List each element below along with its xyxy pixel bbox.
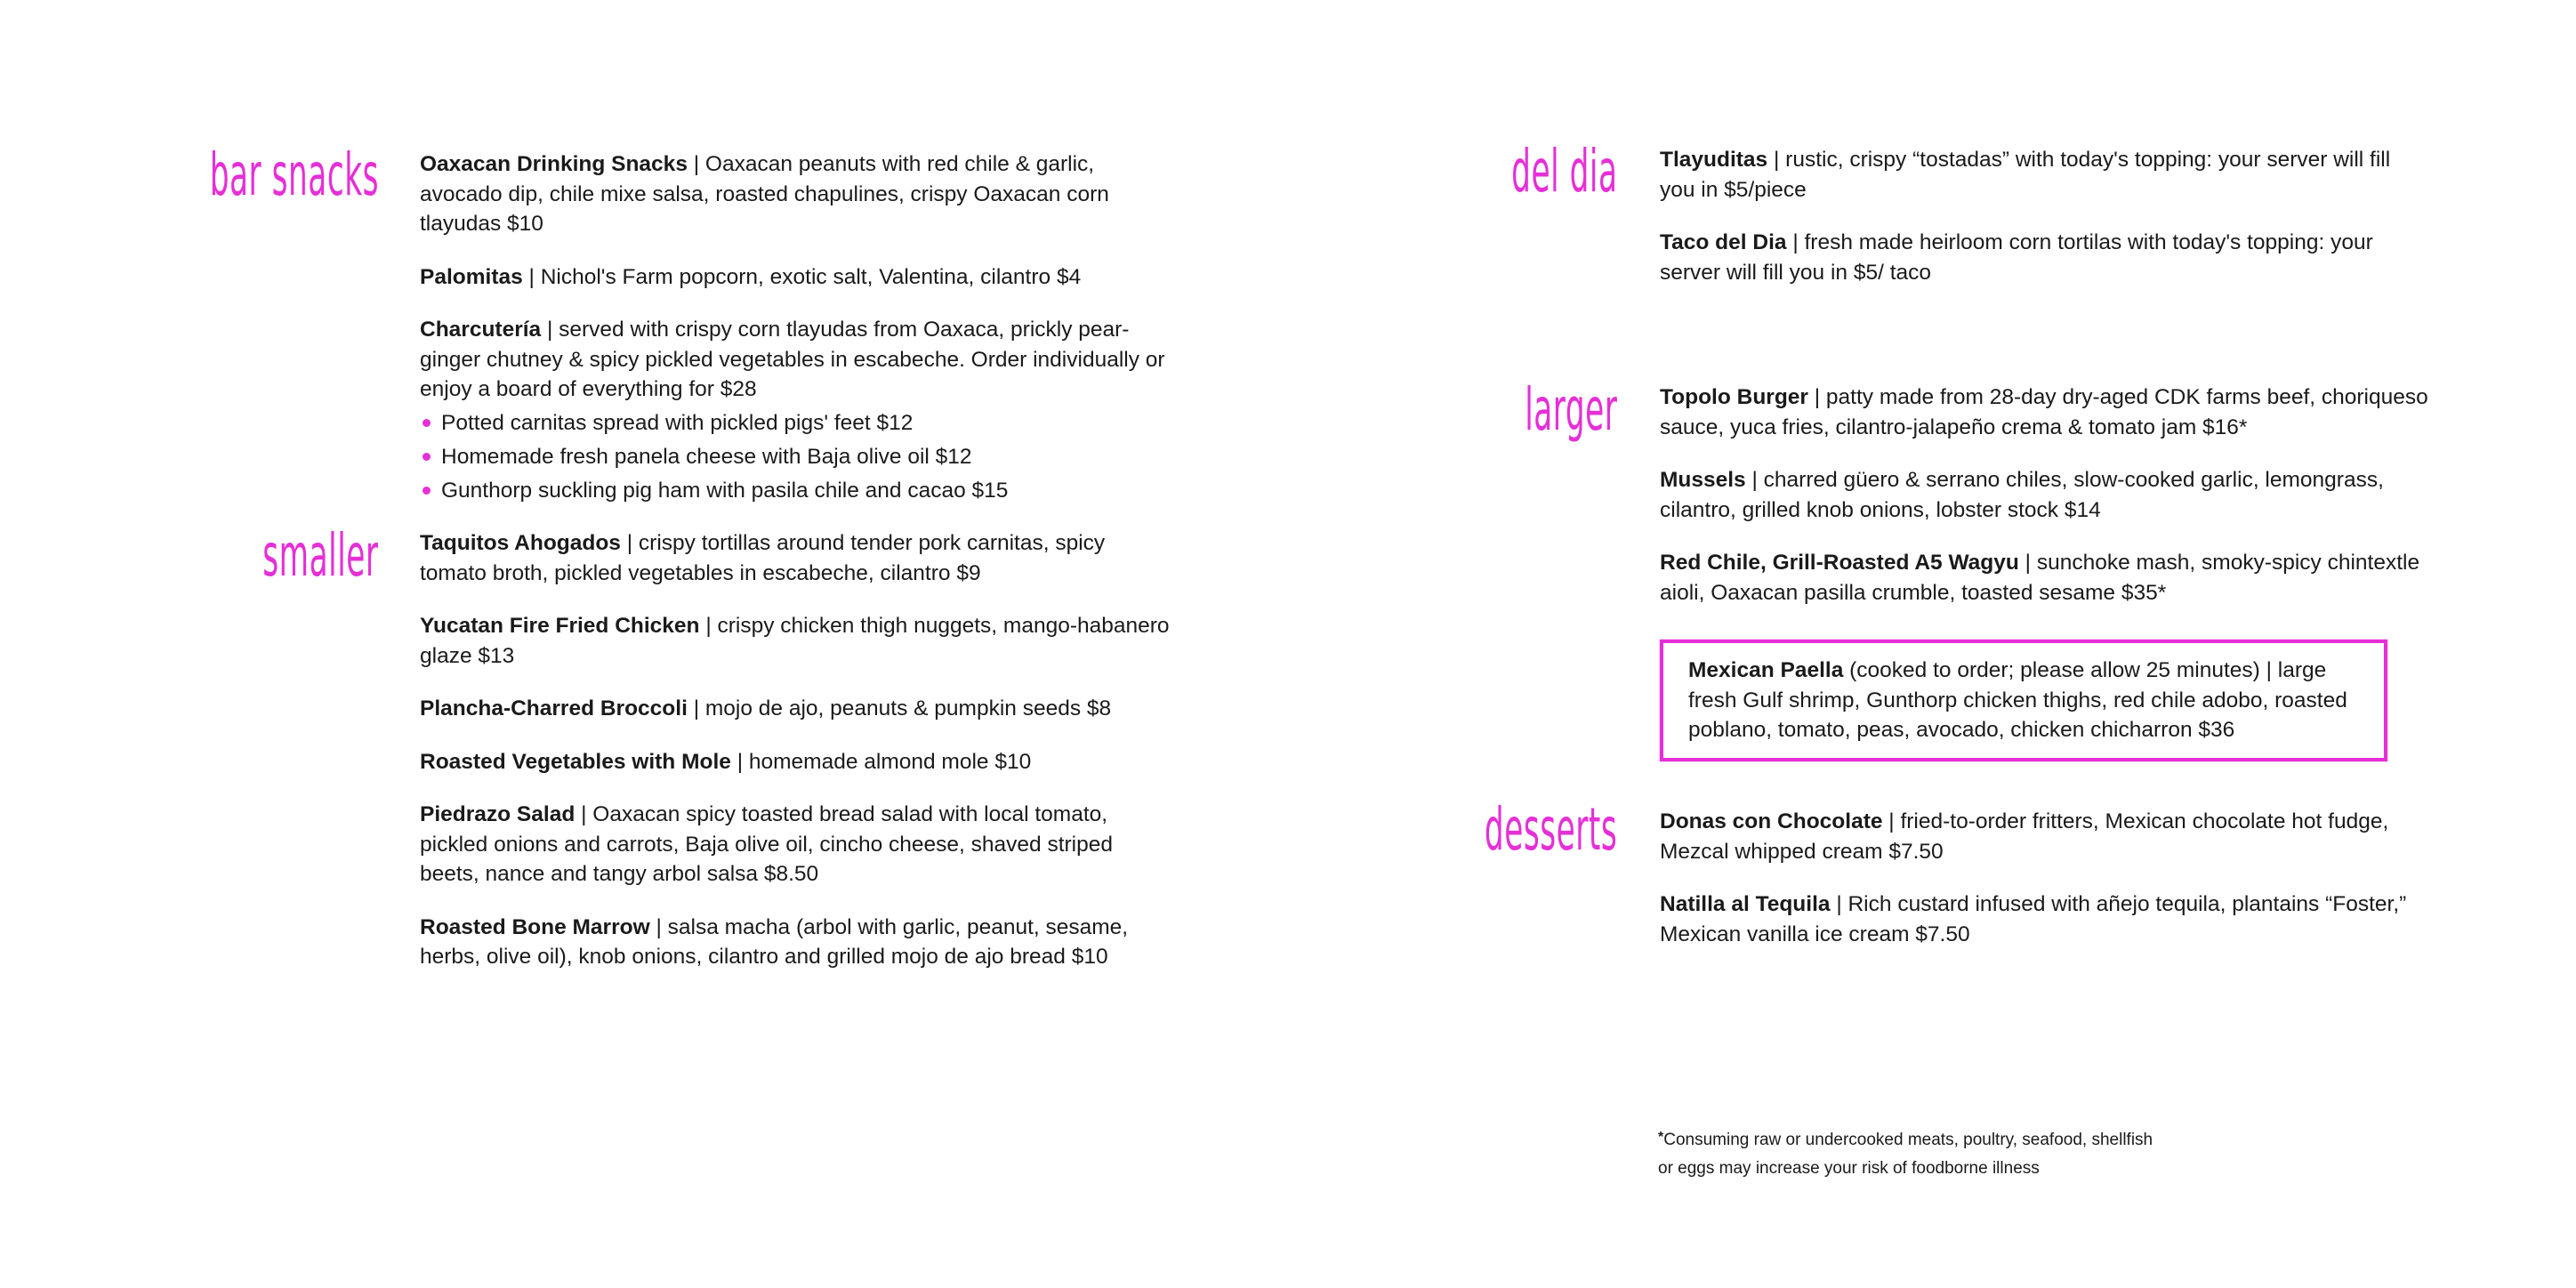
menu-item-name: Roasted Bone Marrow	[420, 914, 650, 939]
footnote-line: or eggs may increase your risk of foodborne illness	[1658, 1159, 2040, 1178]
menu-item-desc: | crispy chicken thigh nuggets, mango-habanero glaze $13	[420, 614, 1170, 668]
menu-item	[1660, 890, 2416, 949]
menu-item	[1660, 228, 2416, 287]
footnote-star: *	[1658, 1130, 1664, 1145]
menu-item	[420, 611, 1176, 671]
section-title-del-dia: del dia	[1510, 137, 1617, 205]
footnote	[1658, 1126, 2153, 1182]
section-title-desserts: desserts	[1484, 795, 1617, 864]
bullet-item	[420, 442, 1176, 472]
bullet-dot-icon	[423, 453, 431, 461]
section-title-bar-snacks: bar snacks	[209, 141, 379, 209]
menu-item-name: Red Chile, Grill-Roasted A5 Wagyu	[1660, 551, 2019, 575]
menu-item-desc: | fresh made heirloom corn tortilas with today's topping: your server will fill you in $5/ taco	[1660, 230, 2373, 285]
menu-item	[1660, 145, 2416, 205]
bullet-item	[420, 408, 1176, 439]
menu-item	[1660, 807, 2416, 866]
footnote-line: Consuming raw or undercooked meats, poultry, seafood, shellfish	[1663, 1131, 2153, 1149]
menu-item-name: Donas con Chocolate	[1660, 809, 1883, 833]
menu-item	[420, 149, 1176, 239]
menu-item-desc: | charred güero & serrano chiles, slow-cooked garlic, lemongrass, cilantro, grilled knob onions, lobster stock $14	[1660, 468, 2384, 522]
del-dia-list	[1660, 145, 2416, 310]
menu-item	[420, 694, 1176, 724]
menu-item-desc: | homemade almond mole $10	[730, 749, 1032, 774]
menu-item	[420, 747, 1176, 777]
menu-item-name: Mexican Paella	[1688, 658, 1844, 682]
menu-item	[1660, 548, 2434, 608]
desserts-list	[1660, 807, 2416, 972]
menu-item	[1660, 465, 2434, 525]
menu-item-desc: | Nichol's Farm popcorn, exotic salt, Valentina, cilantro $4	[522, 264, 1082, 289]
menu-item-name: Yucatan Fire Fried Chicken	[420, 614, 700, 638]
bar-snacks-list	[420, 149, 1176, 528]
bullet-text: Potted carnitas spread with pickled pigs' feet $12	[441, 410, 914, 435]
smaller-list	[420, 528, 1176, 995]
menu-item-desc: | mojo de ajo, peanuts & pumpkin seeds $8	[687, 696, 1112, 720]
menu-item-desc: | Oaxacan peanuts with red chile & garlic, avocado dip, chile mixe salsa, roasted chapulines, crispy Oaxacan corn tlayudas $10	[420, 152, 1109, 236]
bullet-item	[420, 476, 1176, 506]
menu-item-desc: | salsa macha (arbol with garlic, peanut, sesame, herbs, olive oil), knob onions, cilantro and grilled mojo de ajo bread $10	[420, 914, 1129, 969]
bullet-text: Homemade fresh panela cheese with Baja olive oil $12	[441, 444, 972, 469]
featured-menu-item	[1660, 640, 2387, 761]
menu-item-desc: | rustic, crispy “tostadas” with today's topping: your server will fill you in $5/piece	[1660, 148, 2391, 202]
section-title-larger: larger	[1524, 375, 1617, 444]
menu-item-desc: | Oaxacan spicy toasted bread salad with local tomato, pickled onions and carrots, Baja olive oil, cincho cheese, shaved striped beets, nance and tangy arbol salsa $8.50	[420, 802, 1113, 886]
menu-item	[420, 913, 1176, 972]
menu-item-name: Oaxacan Drinking Snacks	[420, 152, 688, 176]
section-title-smaller: smaller	[262, 521, 379, 590]
menu-item-desc: | Rich custard infused with añejo tequila, plantains “Foster,” Mexican vanilla ice cream $7.50	[1660, 892, 2407, 946]
menu-item	[420, 528, 1176, 588]
menu-item-name: Roasted Vegetables with Mole	[420, 749, 731, 774]
menu-item	[420, 262, 1176, 293]
bullet-text: Gunthorp suckling pig ham with pasila chile and cacao $15	[441, 478, 1009, 503]
bullet-dot-icon	[423, 419, 431, 427]
bullet-dot-icon	[423, 487, 431, 495]
menu-item-name: Tlayuditas	[1660, 148, 1768, 172]
menu-item-name: Mussels	[1660, 468, 1746, 492]
menu-item-name: Plancha-Charred Broccoli	[420, 696, 688, 720]
menu-item-desc: | fried-to-order fritters, Mexican chocolate hot fudge, Mezcal whipped cream $7.50	[1660, 809, 2389, 864]
menu-item	[420, 315, 1176, 405]
menu-item-name: Taquitos Ahogados	[420, 531, 621, 555]
menu-item-name: Palomitas	[420, 264, 523, 289]
menu-item-name: Topolo Burger	[1660, 385, 1808, 409]
menu-item-name: Piedrazo Salad	[420, 802, 576, 826]
menu-item	[420, 800, 1176, 890]
menu-item-name: Natilla al Tequila	[1660, 892, 1831, 916]
menu-item-name: Charcutería	[420, 318, 542, 342]
menu-item-desc: | served with crispy corn tlayudas from Oaxaca, prickly pear-ginger chutney & spicy pickled vegetables in escabeche. Order individually or enjoy a board of everything for $28	[420, 318, 1165, 401]
menu-item-desc: | patty made from 28-day dry-aged CDK farms beef, choriqueso sauce, yuca fries, cilantro-jalapeño crema & tomato jam $16*	[1660, 385, 2428, 439]
menu-item-desc: | crispy tortillas around tender pork carnitas, spicy tomato broth, pickled vegetables in escabeche, cilantro $9	[420, 531, 1106, 585]
menu-item	[1660, 382, 2434, 442]
larger-list	[1660, 382, 2434, 785]
charcuteria-options	[420, 408, 1176, 506]
menu-item-desc: (cooked to order; please allow 25 minutes) | large fresh Gulf shrimp, Gunthorp chicken thighs, red chile adobo, roasted poblano, tomato, peas, avocado, chicken chicharron $36	[1688, 658, 2347, 742]
menu-item-desc: | sunchoke mash, smoky-spicy chintextle aioli, Oaxacan pasilla crumble, toasted sesame $35*	[1660, 551, 2420, 605]
menu-item-name: Taco del Dia	[1660, 230, 1787, 254]
